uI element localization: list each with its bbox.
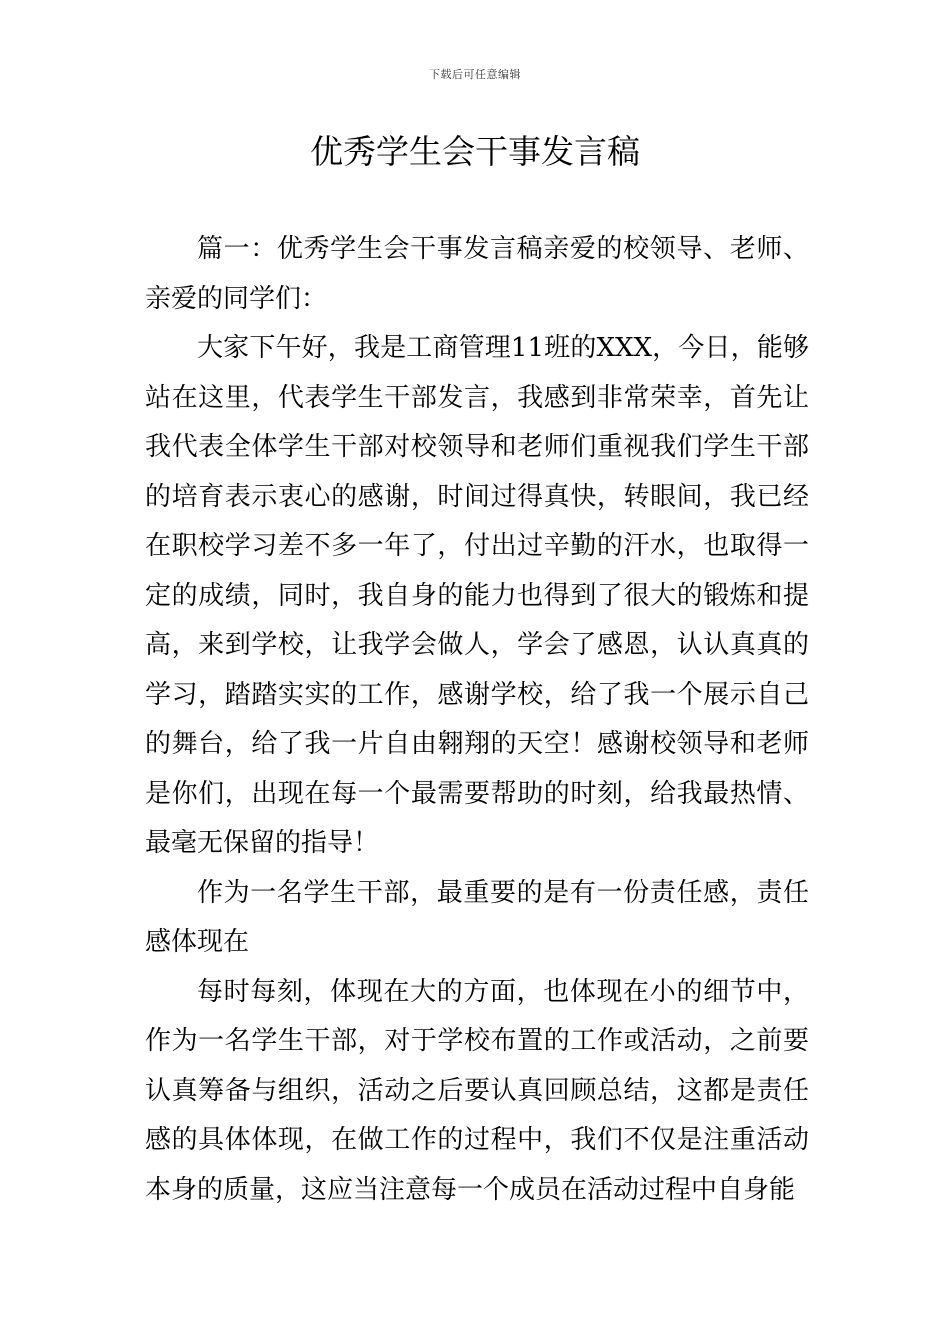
paragraph-3: 作为一名学生干部，最重要的是有一份责任感，责任感体现在	[145, 877, 809, 957]
page-title: 优秀学生会干事发言稿	[310, 132, 640, 171]
paragraph-2: 大家下午好，我是工商管理11班的XXX，今日，能够站在这里，代表学生干部发言，我感到非常荣幸，首先让我代表全体学生干部对校领导和老师们重视我们学生干部的培育表示衷心的感谢，时间过得真快，转眼间，我已经在职校学习差不多一年了，付出过辛勤的汗水，也取得一定的成绩，同时，我自身的能力也得到了很大的锻炼和提高，来到学校，让我学会做人，学会了感恩，认认真真的学习，踏踏实实的工作，感谢学校，给了我一个展示自己的舞台，给了我一片自由翱翔的天空！感谢校领导和老师是你们，出现在每一个最需要帮助的时刻，给我最热情、最毫无保留的指导！	[145, 333, 809, 858]
paragraph-4: 每时每刻，体现在大的方面，也体现在小的细节中，作为一名学生干部，对于学校布置的工作或活动，之前要认真筹备与组织，活动之后要认真回顾总结，这都是责任感的具体体现，在做工作的过程中，我们不仅是注重活动本身的质量，这应当注意每一个成员在活动过程中自身能	[145, 976, 809, 1205]
header-note: 下载后可任意编辑	[429, 68, 521, 81]
paragraph-1: 篇一：优秀学生会干事发言稿亲爱的校领导、老师、亲爱的同学们：	[145, 234, 809, 314]
document-body	[145, 225, 809, 1215]
